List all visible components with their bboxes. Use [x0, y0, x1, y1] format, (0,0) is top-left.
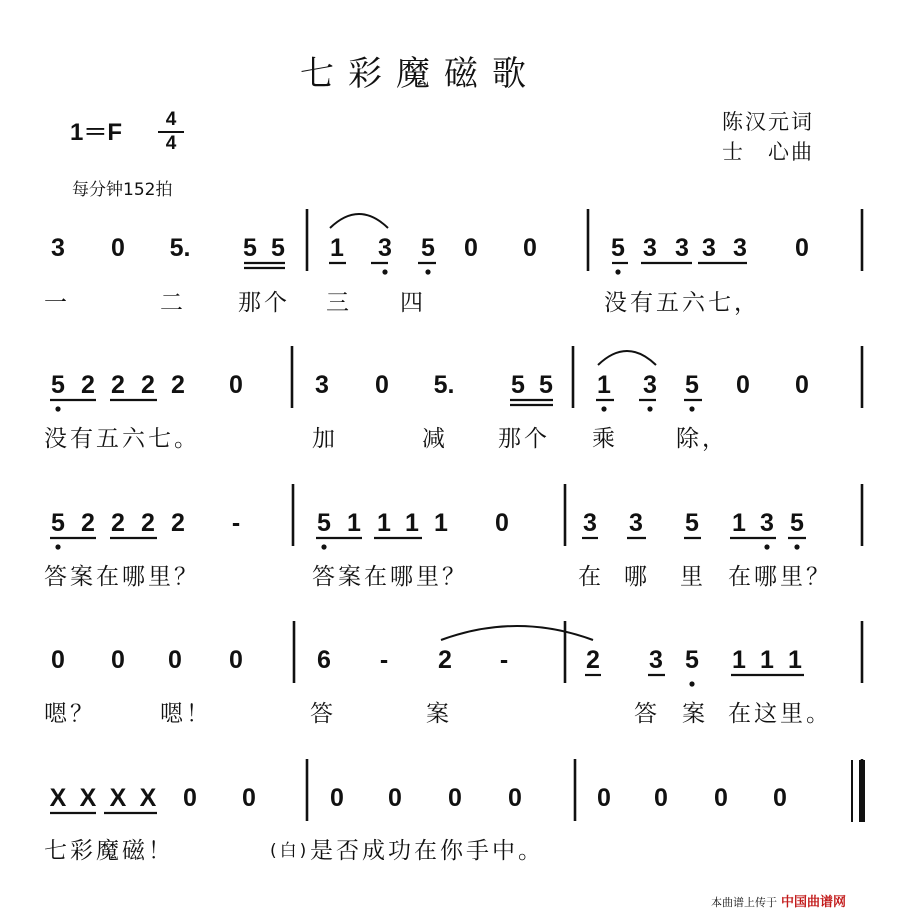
site-logo: 中国曲谱网: [780, 895, 846, 910]
octave-dot-below: [764, 544, 769, 549]
note: 5: [511, 371, 525, 399]
note: 2: [141, 371, 155, 399]
lyric: 七彩魔磁！: [44, 838, 174, 864]
lyric: 在: [578, 564, 604, 590]
note: 2: [81, 371, 95, 399]
note: 0: [448, 784, 462, 812]
lyric: 一: [44, 290, 70, 316]
lyric: 三: [326, 290, 352, 316]
note: 5: [790, 509, 804, 537]
note: 0: [242, 784, 256, 812]
note: 0: [168, 646, 182, 674]
note: 5: [317, 509, 331, 537]
note: 5: [51, 371, 65, 399]
note: 1: [405, 509, 419, 537]
note: 2: [111, 371, 125, 399]
note: 0: [795, 234, 809, 262]
note: 0: [111, 234, 125, 262]
lyric: 没有五六七，: [604, 290, 760, 316]
note: 6: [317, 646, 331, 674]
lyric: 嗯？: [44, 701, 96, 727]
note: 5: [243, 234, 257, 262]
note: 0: [183, 784, 197, 812]
note: 0: [388, 784, 402, 812]
lyric: 那个: [238, 290, 290, 316]
note: 5.: [169, 234, 191, 262]
tempo-marking: 每分钟152拍: [72, 180, 173, 200]
note: 5: [611, 234, 625, 262]
note: 2: [171, 509, 185, 537]
note: 2: [111, 509, 125, 537]
octave-dot-below: [382, 269, 387, 274]
time-signature-bottom: 4: [165, 133, 177, 154]
spoken-marker: (白): [270, 841, 310, 861]
octave-dot-below: [321, 544, 326, 549]
note: 0: [795, 371, 809, 399]
note: 3: [315, 371, 329, 399]
composer-credit: 士 心曲: [722, 140, 814, 164]
lyric: 没有五六七。: [44, 426, 200, 452]
note: 3: [583, 509, 597, 537]
lyric: 四: [400, 290, 426, 316]
note: 0: [229, 646, 243, 674]
lyric: 在哪里？: [728, 564, 832, 590]
octave-dot-below: [689, 406, 694, 411]
note: 1: [732, 646, 746, 674]
slur: [598, 351, 656, 365]
lyric: 案: [682, 701, 708, 727]
lyric: 在这里。: [728, 701, 832, 727]
note: 2: [141, 509, 155, 537]
lyric: 答: [310, 701, 336, 727]
note: 3: [733, 234, 747, 262]
note: 0: [523, 234, 537, 262]
note: 1: [434, 509, 448, 537]
octave-dot-below: [647, 406, 652, 411]
note: 0: [714, 784, 728, 812]
lyric: 加: [312, 426, 338, 452]
note: X: [79, 784, 97, 812]
octave-dot-below: [689, 681, 694, 686]
note: 5.: [433, 371, 455, 399]
note: 0: [51, 646, 65, 674]
octave-dot-below: [425, 269, 430, 274]
lyric: 里: [680, 564, 706, 590]
slur: [330, 214, 388, 228]
note: 5: [421, 234, 435, 262]
note: 3: [643, 371, 657, 399]
note: 5: [685, 509, 699, 537]
octave-dot-below: [615, 269, 620, 274]
lyric: 减: [422, 426, 448, 452]
note: 1: [732, 509, 746, 537]
lyric: 答案在哪里？: [312, 564, 468, 590]
footer-credit: [711, 891, 846, 910]
note: 0: [597, 784, 611, 812]
note: 0: [736, 371, 750, 399]
time-signature-top: 4: [165, 109, 177, 130]
note: 0: [464, 234, 478, 262]
lyric: 案: [426, 701, 452, 727]
song-title: 七彩魔磁歌: [300, 54, 540, 94]
note: 5: [271, 234, 285, 262]
note: X: [49, 784, 67, 812]
note: 0: [375, 371, 389, 399]
note: 0: [330, 784, 344, 812]
note: 3: [702, 234, 716, 262]
lyric: 二: [160, 290, 186, 316]
note: 3: [760, 509, 774, 537]
note: 1: [760, 646, 774, 674]
note: 3: [675, 234, 689, 262]
note: X: [139, 784, 157, 812]
note: 5: [685, 646, 699, 674]
note: 0: [111, 646, 125, 674]
lyric: 乘: [592, 426, 618, 452]
lyric: 嗯！: [160, 701, 212, 727]
lyric: 那个: [498, 426, 550, 452]
note: 5: [51, 509, 65, 537]
footer-text: 本曲谱上传于: [710, 896, 777, 909]
note: 2: [81, 509, 95, 537]
octave-dot-below: [601, 406, 606, 411]
note: 1: [347, 509, 361, 537]
note: 0: [654, 784, 668, 812]
note: 3: [643, 234, 657, 262]
note: 0: [773, 784, 787, 812]
octave-dot-below: [55, 544, 60, 549]
note: 1: [788, 646, 802, 674]
note: 1: [330, 234, 344, 262]
lyric: 除，: [676, 426, 728, 452]
note: 3: [378, 234, 392, 262]
lyric: 答案在哪里？: [44, 564, 200, 590]
note: 2: [171, 371, 185, 399]
octave-dot-below: [55, 406, 60, 411]
slur: [441, 626, 593, 640]
lyric: 是否成功在你手中。: [310, 838, 544, 864]
note: 2: [586, 646, 600, 674]
lyric: 答: [634, 701, 660, 727]
note: -: [499, 646, 509, 674]
note: X: [109, 784, 127, 812]
note: 2: [438, 646, 452, 674]
note: 0: [508, 784, 522, 812]
key-signature: 1＝F: [70, 119, 123, 146]
note: 3: [629, 509, 643, 537]
note: 0: [229, 371, 243, 399]
note: -: [379, 646, 389, 674]
lyricist-credit: 陈汉元词: [722, 110, 814, 134]
note: 3: [649, 646, 663, 674]
note: 0: [495, 509, 509, 537]
note: -: [231, 509, 241, 537]
lyric: 哪: [624, 564, 650, 590]
note: 3: [51, 234, 65, 262]
octave-dot-below: [794, 544, 799, 549]
note: 5: [539, 371, 553, 399]
note: 1: [377, 509, 391, 537]
note: 5: [685, 371, 699, 399]
note: 1: [597, 371, 611, 399]
